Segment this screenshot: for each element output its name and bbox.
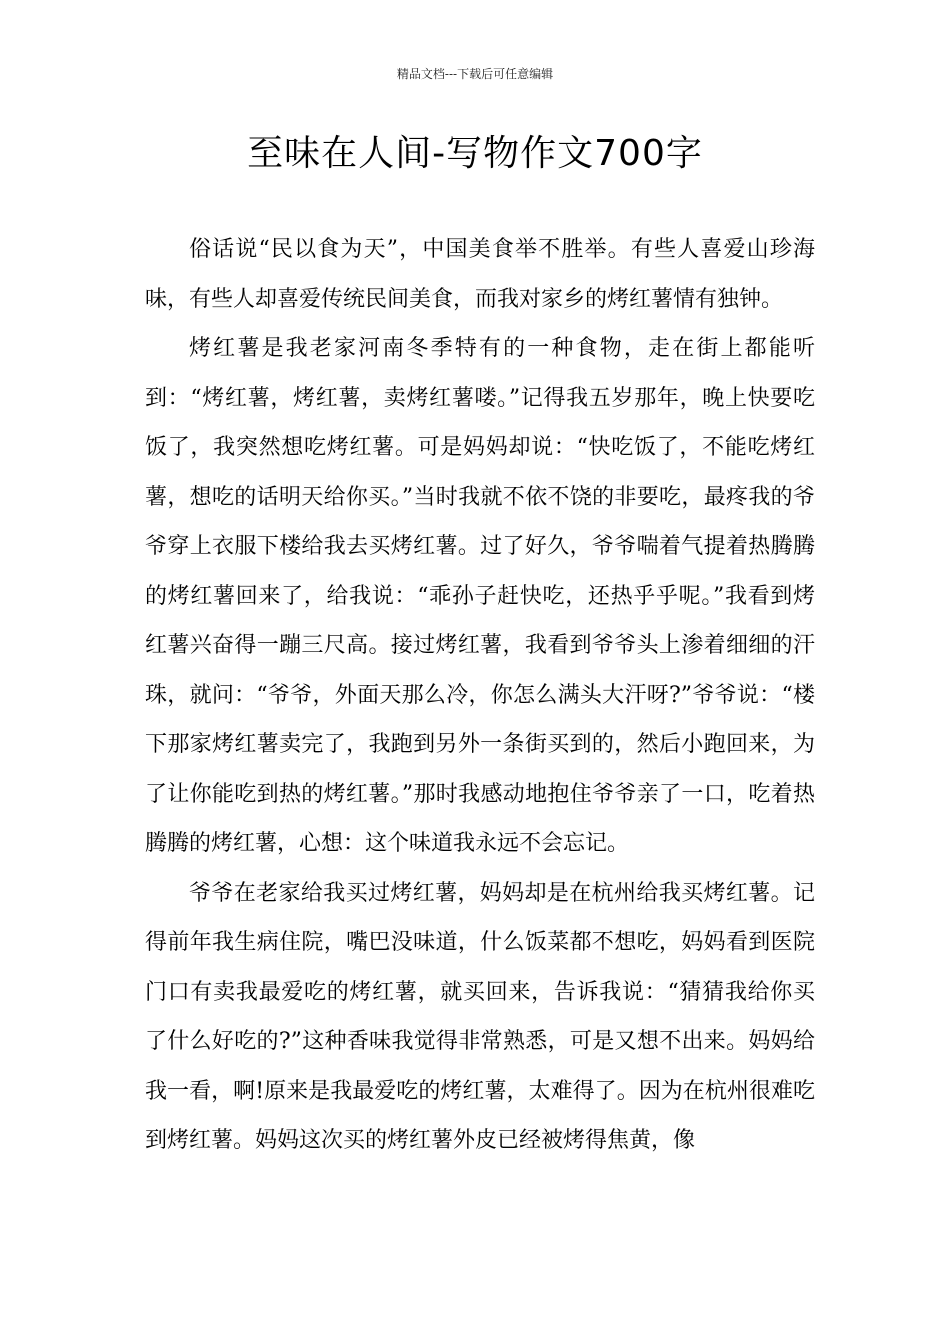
article-body xyxy=(145,225,815,1166)
paragraph-1: 俗话说“民以食为天”，中国美食举不胜举。有些人喜爱山珍海味，有些人却喜爱传统民间美食，而我对家乡的烤红薯情有独钟。 xyxy=(145,237,815,312)
paragraph-2: 烤红薯是我老家河南冬季特有的一种食物，走在街上都能听到：“烤红薯，烤红薯，卖烤红薯喽。”记得我五岁那年，晚上快要吃饭了，我突然想吃烤红薯。可是妈妈却说：“快吃饭了，不能吃烤红薯，想吃的话明天给你买。”当时我就不依不饶的非要吃，最疼我的爷爷穿上衣服下楼给我去买烤红薯。过了好久，爷爷喘着气提着热腾腾的烤红薯回来了，给我说：“乖孙子赶快吃，还热乎乎呢。”我看到烤红薯兴奋得一蹦三尺高。接过烤红薯，我看到爷爷头上渗着细细的汗珠，就问：“爷爷，外面天那么冷，你怎么满头大汗呀?”爷爷说：“楼下那家烤红薯卖完了，我跑到另外一条街买到的，然后小跑回来，为了让你能吃到热的烤红薯。”那时我感动地抱住爷爷亲了一口，吃着热腾腾的烤红薯，心想：这个味道我永远不会忘记。 xyxy=(145,336,815,856)
header-note: 精品文档---下载后可任意编辑 xyxy=(396,67,554,81)
page-title: 至味在人间-写物作文700字 xyxy=(247,133,703,174)
paragraph-3: 爷爷在老家给我买过烤红薯，妈妈却是在杭州给我买烤红薯。记得前年我生病住院，嘴巴没味道，什么饭菜都不想吃，妈妈看到医院门口有卖我最爱吃的烤红薯，就买回来，告诉我说：“猜猜我给你买了什么好吃的?”这种香味我觉得非常熟悉，可是又想不出来。妈妈给我一看，啊!原来是我最爱吃的烤红薯，太难得了。因为在杭州很难吃到烤红薯。妈妈这次买的烤红薯外皮已经被烤得焦黄，像 xyxy=(145,880,815,1153)
